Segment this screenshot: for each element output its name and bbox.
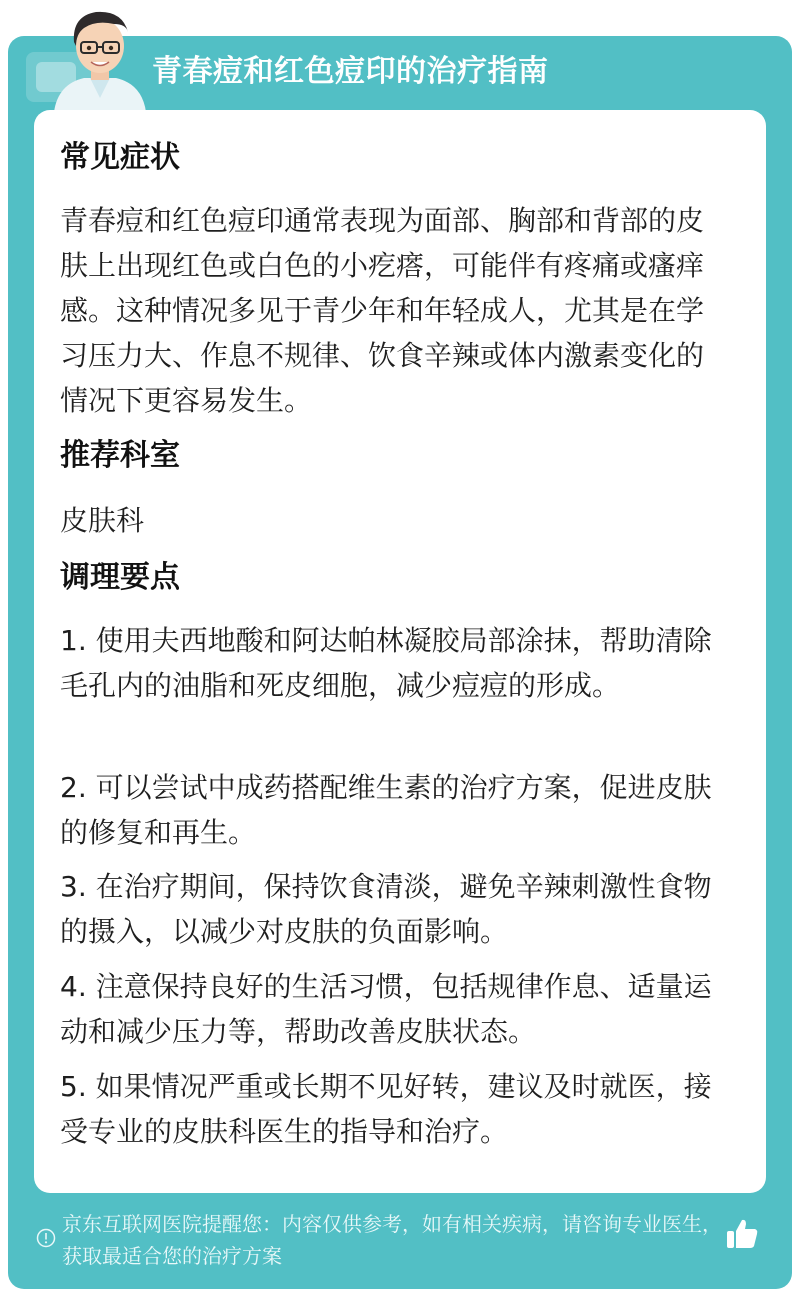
thumbs-up-icon[interactable] <box>724 1216 760 1252</box>
section-heading-department: 推荐科室 <box>60 438 180 473</box>
section-heading-symptoms: 常见症状 <box>60 140 180 175</box>
disclaimer-text: 京东互联网医院提醒您：内容仅供参考，如有相关疾病，请咨询专业医生，获取最适合您的治疗方案 <box>62 1212 722 1268</box>
care-item: 4. 注意保持良好的生活习惯，包括规律作息、适量运动和减少压力等，帮助改善皮肤状态。 <box>60 970 712 1048</box>
department-text: 皮肤科 <box>60 504 145 537</box>
care-item: 2. 可以尝试中成药搭配维生素的治疗方案，促进皮肤的修复和再生。 <box>60 771 712 849</box>
content-card <box>34 110 766 1193</box>
info-circle-icon <box>36 1228 56 1248</box>
section-heading-care: 调理要点 <box>60 560 180 595</box>
care-item: 3. 在治疗期间，保持饮食清淡，避免辛辣刺激性食物的摄入，以减少对皮肤的负面影响。 <box>60 870 712 948</box>
care-item: 5. 如果情况严重或长期不见好转，建议及时就医，接受专业的皮肤科医生的指导和治疗。 <box>60 1070 712 1148</box>
page-title: 青春痘和红色痘印的治疗指南 <box>152 54 549 89</box>
symptoms-text: 青春痘和红色痘印通常表现为面部、胸部和背部的皮肤上出现红色或白色的小疙瘩，可能伴有疼痛或瘙痒感。这种情况多见于青少年和年轻成人，尤其是在学习压力大、作息不规律、饮食辛辣或体内激素变化的情况下更容易发生。 <box>60 204 705 417</box>
care-item: 1. 使用夫西地酸和阿达帕林凝胶局部涂抹，帮助清除毛孔内的油脂和死皮细胞，减少痘痘的形成。 <box>60 624 712 702</box>
doctor-avatar <box>44 2 156 112</box>
